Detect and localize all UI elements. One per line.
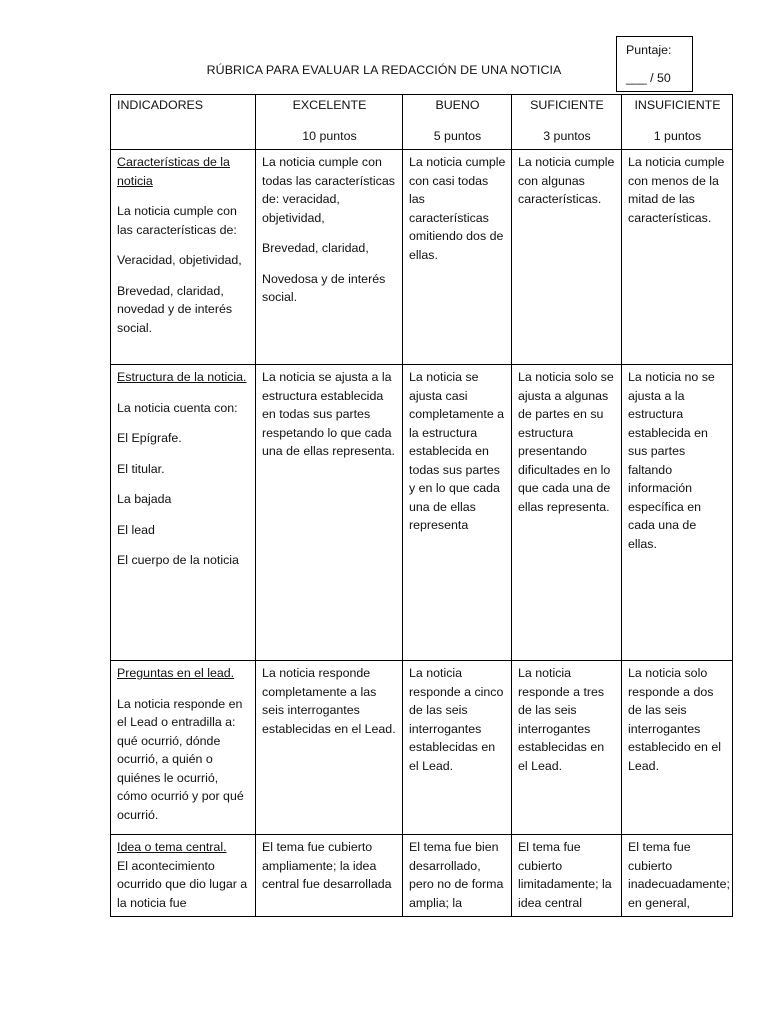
level-name: INSUFICIENTE [634, 98, 721, 112]
criterion-suficiente: La noticia responde a tres de las seis interrogantes establecidas en el Lead. [512, 661, 622, 835]
criterion-text: Brevedad, claridad, [262, 241, 369, 255]
header-suficiente [512, 95, 622, 150]
level-points: 10 puntos [302, 128, 357, 143]
indicator-title: Características de la noticia [117, 155, 230, 188]
indicator-text: La noticia cumple con las características de: [117, 204, 237, 237]
score-value: ___ / 50 [626, 71, 671, 85]
criterion-excelente: El tema fue cubierto ampliamente; la idea central fue desarrollada [256, 835, 403, 917]
indicator-cell [111, 661, 256, 835]
criterion-insuficiente: La noticia no se ajusta a la estructura establecida en sus partes faltando información específica en cada una de ellas. [622, 365, 733, 661]
indicator-text: El lead [117, 522, 155, 537]
criterion-bueno: La noticia responde a cinco de las seis interrogantes establecidas en el Lead. [403, 661, 512, 835]
level-name: BUENO [435, 98, 480, 112]
header-insuficiente [622, 95, 733, 150]
indicator-text: Brevedad, claridad, novedad y de interés social. [117, 283, 233, 335]
criterion-suficiente: El tema fue cubierto limitadamente; la idea central [512, 835, 622, 917]
indicator-cell [111, 365, 256, 661]
criterion-text: La noticia cumple con todas las características de: veracidad, objetividad, [262, 155, 395, 225]
rubric-table [110, 94, 733, 917]
header-bueno [403, 95, 512, 150]
criterion-bueno: La noticia se ajusta casi completamente a la estructura establecida en todas sus partes y en lo que cada una de ellas representa [403, 365, 512, 661]
level-points: 5 puntos [433, 128, 482, 143]
criterion-bueno: El tema fue bien desarrollado, pero no de forma amplia; la [403, 835, 512, 917]
header-excelente [256, 95, 403, 150]
header-indicators: INDICADORES [111, 95, 256, 150]
criterion-suficiente: La noticia cumple con algunas características. [512, 150, 622, 365]
indicator-text: El cuerpo de la noticia [117, 553, 239, 567]
criterion-insuficiente: El tema fue cubierto inadecuadamente; en general, [622, 835, 733, 917]
indicator-text: La noticia cuenta con: [117, 400, 238, 415]
level-name: EXCELENTE [292, 98, 367, 112]
criterion-bueno: La noticia cumple con casi todas las características omitiendo dos de ellas. [403, 150, 512, 365]
indicator-text: La noticia responde en el Lead o entradilla a: qué ocurrió, dónde ocurrió, a quién o quiénes le ocurrió, cómo ocurrió y por qué ocurrió. [117, 696, 244, 822]
level-points: 3 puntos [543, 128, 591, 143]
rubric-row-estructura [111, 365, 733, 661]
rubric-row-preguntas [111, 661, 733, 835]
indicator-text: La bajada [117, 492, 172, 506]
score-label: Puntaje: [626, 43, 672, 57]
header-row [111, 95, 733, 150]
criterion-excelente: La noticia responde completamente a las seis interrogantes establecidas en el Lead. [256, 661, 403, 835]
level-points: 1 puntos [653, 128, 702, 143]
indicator-cell [111, 835, 256, 917]
rubric-row-caracteristicas [111, 150, 733, 365]
rubric-row-idea-central [111, 835, 733, 917]
indicator-title: Preguntas en el lead. [117, 666, 235, 680]
indicator-title: Estructura de la noticia. [117, 370, 247, 384]
indicator-text: El acontecimiento ocurrido que dio lugar a la noticia fue [117, 858, 248, 910]
criterion-insuficiente: La noticia cumple con menos de la mitad de las características. [622, 150, 733, 365]
indicator-text: Veracidad, objetividad, [117, 253, 242, 267]
indicator-text: El titular. [117, 461, 165, 476]
criterion-text: Novedosa y de interés social. [262, 271, 386, 304]
indicator-title: Idea o tema central. [117, 840, 227, 854]
criterion-excelente: La noticia se ajusta a la estructura establecida en todas sus partes respetando lo que cada una de ellas representa. [256, 365, 403, 661]
criterion-suficiente: La noticia solo se ajusta a algunas de partes en su estructura presentando dificultades en lo que cada una de ellas representa. [512, 365, 622, 661]
document-title: RÚBRICA PARA EVALUAR LA REDACCIÓN DE UNA NOTICIA [206, 63, 562, 77]
criterion-insuficiente: La noticia solo responde a dos de las seis interrogantes establecido en el Lead. [622, 661, 733, 835]
indicator-text: El Epígrafe. [117, 431, 182, 445]
criterion-excelente [256, 150, 403, 365]
level-name: SUFICIENTE [530, 98, 604, 112]
indicator-cell [111, 150, 256, 365]
